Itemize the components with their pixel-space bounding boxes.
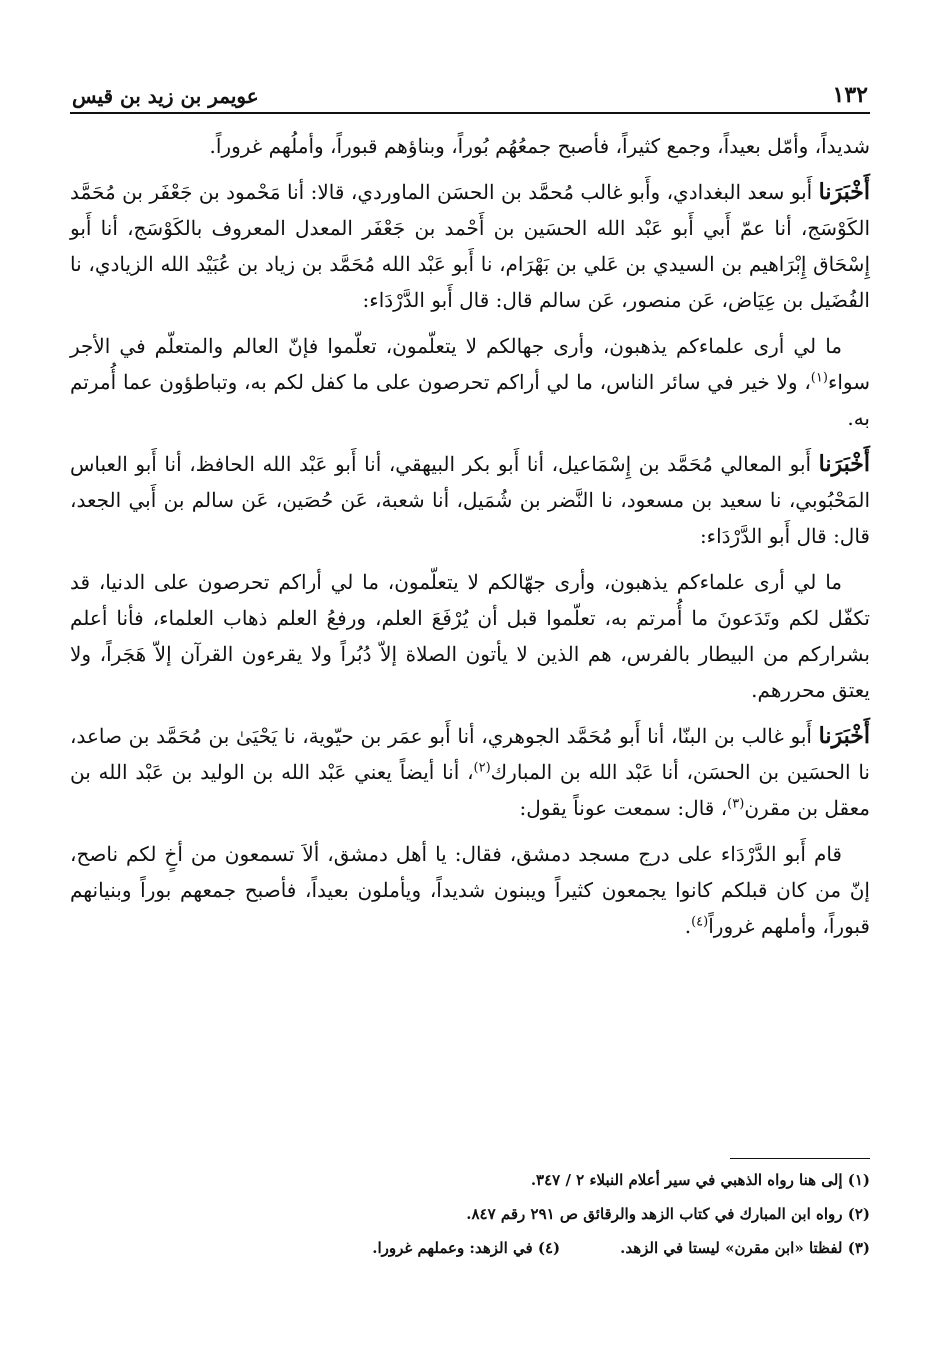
paragraph-4 [70, 446, 870, 554]
footnote-divider [730, 1158, 870, 1159]
paragraph-7-text-b: . [684, 914, 692, 938]
paragraph-4-text: أَبو المعالي مُحَمَّد بن إِسْمَاعيل، أنا أَبو بكر البيهقي، أنا أَبو عَبْد الله الحافظ، أنا أَبو العباس المَحْبُوبي، نا سعيد بن مسعود، نا النَّضر بن شُمَيل، أنا شعبة، عَن حُصَين، عَن سالم بن أَبي الجعد، قال: قال أَبو الدَّرْدَاء: [70, 452, 871, 548]
footnotes [70, 1158, 870, 1265]
paragraph-7 [70, 836, 870, 944]
paragraph-6-text-b: ، أنا أيضاً يعني عَبْد الله بن الوليد بن عَبْد الله بن معقل بن مقرن [70, 760, 870, 820]
akhbarana-keyword: أَخْبَرَنا [818, 451, 870, 477]
footnote-ref-4[interactable]: (٤) [691, 914, 709, 930]
running-title: عويمر بن زيد بن قيس [72, 84, 259, 108]
akhbarana-keyword: أَخْبَرَنا [818, 723, 870, 749]
paragraph-3-text-b: ، ولا خير في سائر الناس، ما لي أراكم تحرصون على ما كفل لكم به، وتباطؤون عما أُمرتم به. [70, 370, 870, 430]
paragraph-1-text: شديداً، وأمّل بعيداً، وجمع كثيراً، فأصبح جمعُهُم بُوراً، وبناؤهم قبوراً، وأملُهم غروراً. [209, 134, 870, 158]
paragraph-1 [70, 128, 870, 164]
page-number: ١٣٢ [832, 82, 868, 108]
paragraph-7-text-a: قام أَبو الدَّرْدَاء على درج مسجد دمشق، فقال: يا أهل دمشق، ألاَ تسمعون من أخٍ لكم ناصح، إنّ من كان قبلكم كانوا يجمعون كثيراً ويبنون شديداً، ويأملون بعيداً، فأصبح جمعهم بوراً وبنيانهم قبوراً، وأملهم غروراً [70, 842, 870, 938]
paragraph-3-text-a: ما لي أرى علماءكم يذهبون، وأرى جهالكم لا يتعلّمون، تعلّموا فإنّ العالم والمتعلّم في الأجر سواء [70, 334, 870, 394]
page-content [70, 70, 870, 954]
paragraph-5-text: ما لي أرى علماءكم يذهبون، وأرى جهّالكم لا يتعلّمون، ما لي أراكم تحرصون على الدنيا، قد تكفّل لكم وتَدَعونَ ما أُمرتم به، تعلّموا قبل أن يُرْفَعَ العلم، ورفعُ العلم ذهاب العلماء، فأنا أعلم بشراركم من البيطار بالفرس، هم الذين لا يأتون الصلاة إلاّ دُبُراً ولا يقرءون القرآن إلاّ هَجَراً، ولا يعتق محررهم. [70, 570, 870, 702]
footnote-ref-2[interactable]: (٢) [473, 760, 491, 776]
running-header [70, 70, 870, 114]
paragraph-6-text-c: ، قال: سمعت عوناً يقول: [519, 796, 728, 820]
footnote-ref-3[interactable]: (٣) [727, 796, 745, 812]
paragraph-3 [70, 328, 870, 436]
paragraph-6 [70, 718, 870, 826]
footnote-1: (١) إلى هنا رواه الذهبي في سير أعلام النبلاء ٢ / ٣٤٧. [530, 1171, 870, 1189]
main-text [70, 128, 870, 944]
akhbarana-keyword: أَخْبَرَنا [818, 179, 870, 205]
paragraph-6-text-a: أَبو غالب بن البنّا، أنا أَبو مُحَمَّد الجوهري، أنا أَبو عمَر بن حيّوية، نا يَحْيَىٰ بن مُحَمَّد بن صاعد، نا الحسَين بن الحسَن، أنا عَبْد الله بن المبارك [70, 724, 870, 784]
footnote-ref-1[interactable]: (١) [810, 370, 828, 386]
paragraph-2-text: أَبو سعد البغدادي، وأَبو غالب مُحمَّد بن الحسَن الماوردي، قالا: أنا مَحْمود بن جَعْفَر بن مُحَمَّد الكَوْسَج، أنا عمّ أَبي أَبو عَبْد الله الحسَين بن أَحْمد بن جَعْفَر المعدل المعروف بالكَوْسَج، أنا أَبو إِسْحَاق إِبْرَاهيم بن السيدي بن عَلي بن بَهْرَام، نا أَبو عَبْد الله مُحَمَّد بن زياد بن عُبَيْد الله الزيادي، نا الفُضَيل بن عِيَاض، عَن منصور، عَن سالم قال: قال أَبو الدَّرْدَاء: [70, 180, 870, 312]
footnote-2: (٢) رواه ابن المبارك في كتاب الزهد والرقائق ص ٢٩١ رقم ٨٤٧. [466, 1205, 870, 1223]
footnote-3: (٣) لفظتا «ابن مقرن» ليستا في الزهد. [620, 1239, 870, 1257]
paragraph-2 [70, 174, 870, 318]
footnote-row-3-4 [70, 1231, 870, 1265]
footnote-4: (٤) في الزهد: وعملهم غرورا. [372, 1239, 561, 1257]
paragraph-5 [70, 564, 870, 708]
